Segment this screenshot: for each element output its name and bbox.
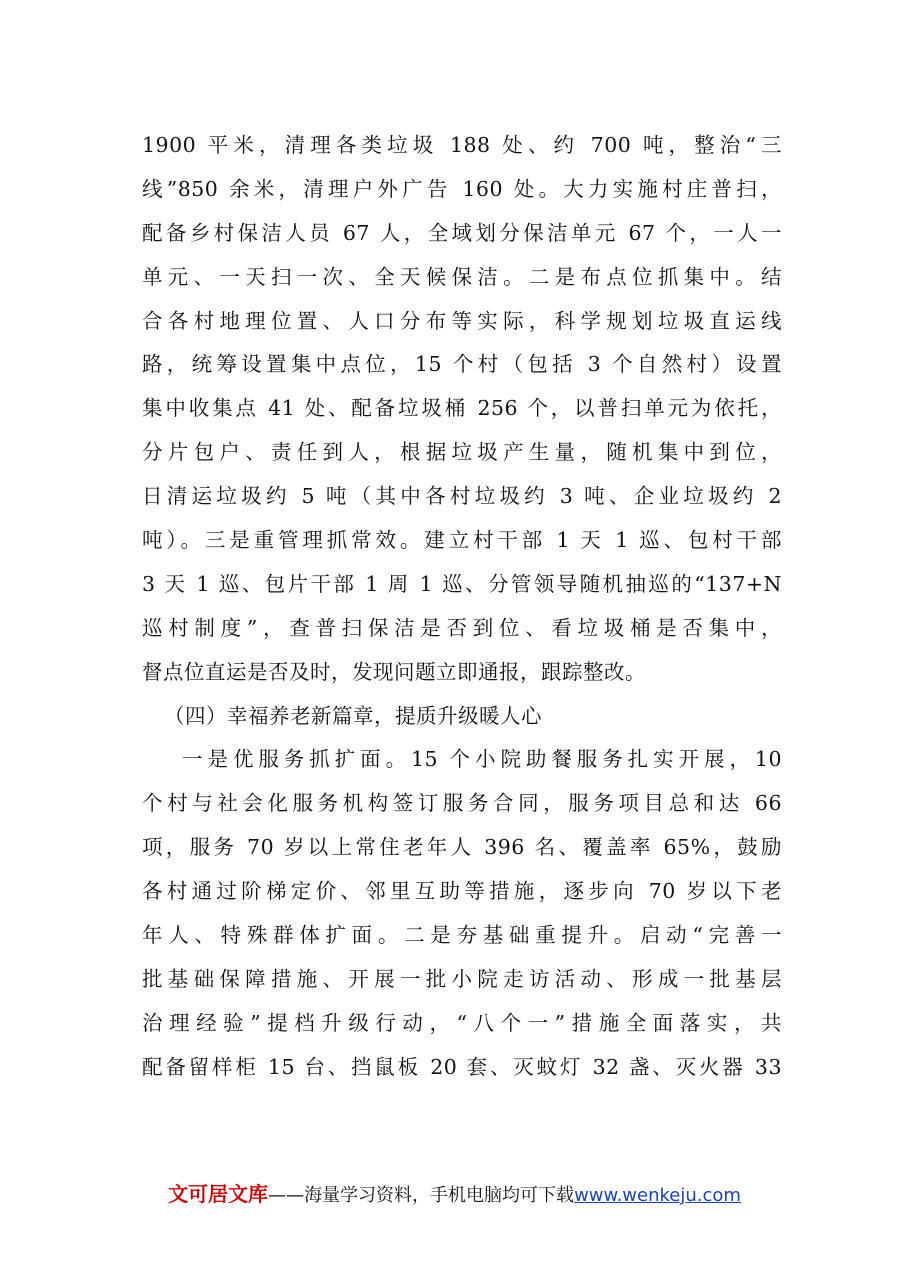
text-line: 集中收集点 41 处、配备垃圾桶 256 个，以普扫单元为依托， <box>142 396 782 421</box>
text-line: 1900 平米，清理各类垃圾 188 处、约 700 吨，整治“三 <box>142 133 782 157</box>
section-heading: （四）幸福养老新篇章，提质升级暖人心 <box>164 703 542 728</box>
text-line: 配备乡村保洁人员 67 人，全域划分保洁单元 67 个，一人一 <box>142 220 782 245</box>
text-line: 项，服务 70 岁以上常住老年人 396 名、覆盖率 65%，鼓励 <box>142 835 782 860</box>
text-line: 分片包户、责任到人，根据垃圾产生量，随机集中到位， <box>142 440 782 465</box>
text-line: 一是优服务抓扩面。15 个小院助餐服务扎实开展，10 <box>182 747 782 772</box>
text-line: 各村通过阶梯定价、邻里互助等措施，逐步向 70 岁以下老 <box>142 879 782 904</box>
text-line: 吨）。三是重管理抓常效。建立村干部 1 天 1 巡、包村干部 <box>142 528 782 553</box>
text-line: 年人、特殊群体扩面。二是夯基础重提升。启动“完善一 <box>142 923 782 948</box>
text-line: 日清运垃圾约 5 吨（其中各村垃圾约 3 吨、企业垃圾约 2 <box>142 484 782 509</box>
text-line: 督点位直运是否及时，发现问题立即通报，跟踪整改。 <box>142 659 646 684</box>
text-line: 配备留样柜 15 台、挡鼠板 20 套、灭蚊灯 32 盏、灭火器 33 <box>142 1054 782 1079</box>
text-line: 巡村制度”，查普扫保洁是否到位、看垃圾桶是否集中， <box>142 615 782 640</box>
footer-brand: 文可居文库 <box>168 1182 269 1206</box>
text-line: 线”850 余米，清理户外广告 160 处。大力实施村庄普扫， <box>142 176 782 201</box>
text-line: 合各村地理位置、人口分布等实际，科学规划垃圾直运线 <box>142 308 782 333</box>
footer-slogan: ——海量学习资料，手机电脑均可下载 <box>268 1185 575 1206</box>
footer-url-link[interactable]: www.wenkeju.com <box>574 1185 741 1206</box>
body-text <box>142 124 782 1090</box>
text-line: 批基础保障措施、开展一批小院走访活动、形成一批基层 <box>142 966 782 991</box>
footer-banner <box>0 1174 909 1214</box>
text-line: 路，统筹设置集中点位，15 个村（包括 3 个自然村）设置 <box>142 352 782 377</box>
text-line: 单元、一天扫一次、全天候保洁。二是布点位抓集中。结 <box>142 264 782 289</box>
text-line: 3 天 1 巡、包片干部 1 周 1 巡、分管领导随机抽巡的“137+N <box>142 571 782 596</box>
text-line: 治理经验”提档升级行动，“八个一”措施全面落实，共 <box>142 1010 782 1035</box>
text-line: 个村与社会化服务机构签订服务合同，服务项目总和达 66 <box>142 791 782 816</box>
